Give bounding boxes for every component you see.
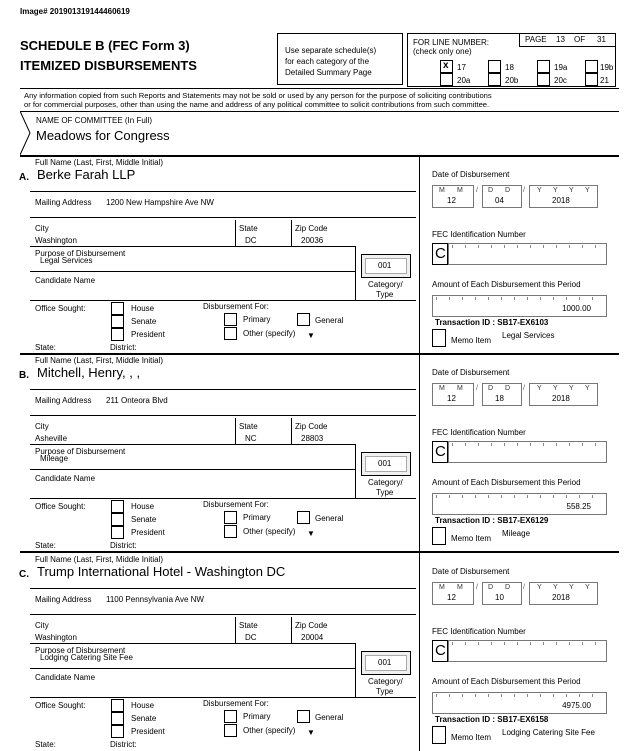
fec-prefix-box bbox=[432, 441, 448, 463]
category-value: 001 bbox=[378, 658, 392, 667]
mm-hint: M bbox=[439, 187, 445, 194]
fec-id-label: FEC Identification Number bbox=[432, 627, 526, 636]
yy-hint: Y bbox=[553, 584, 558, 591]
date-day[interactable] bbox=[482, 582, 522, 605]
fec-prefix: C bbox=[435, 245, 446, 262]
category-value: 001 bbox=[378, 459, 392, 468]
purpose-label: Purpose of Disbursement bbox=[35, 646, 126, 655]
zip-value[interactable]: 20036 bbox=[301, 236, 324, 245]
fec-prefix-box bbox=[432, 243, 448, 265]
city-value[interactable]: Washington bbox=[35, 236, 77, 245]
transaction-id: Transaction ID : SB17-EX6129 bbox=[435, 516, 549, 525]
committee-label: NAME OF COMMITTEE (In Full) bbox=[36, 116, 152, 125]
city-value[interactable]: Asheville bbox=[35, 434, 68, 443]
district-label: District: bbox=[110, 343, 137, 352]
fec-id-label: FEC Identification Number bbox=[432, 428, 526, 437]
mm-hint: M bbox=[457, 187, 463, 194]
amount-value: 1000.00 bbox=[562, 304, 591, 313]
date-slash: / bbox=[523, 187, 525, 194]
line-20b-label: 20b bbox=[505, 76, 519, 85]
general-checkbox[interactable] bbox=[297, 710, 310, 723]
state-label: State bbox=[239, 422, 258, 431]
date-year[interactable] bbox=[529, 185, 598, 208]
full-name-label: Full Name (Last, First, Middle Initial) bbox=[35, 158, 164, 167]
mailing-address-label: Mailing Address bbox=[35, 198, 92, 207]
category-type-label-1: Category/ bbox=[368, 677, 403, 686]
date-month[interactable] bbox=[432, 383, 474, 406]
senate-label: Senate bbox=[131, 317, 157, 326]
memo-checkbox[interactable] bbox=[432, 527, 446, 545]
date-day[interactable] bbox=[482, 383, 522, 406]
state-label: State bbox=[239, 621, 258, 630]
house-label: House bbox=[131, 304, 155, 313]
yy-hint: Y bbox=[585, 385, 590, 392]
president-checkbox[interactable] bbox=[111, 328, 124, 341]
other-label: Other (specify) bbox=[243, 726, 296, 735]
mailing-address-label: Mailing Address bbox=[35, 396, 92, 405]
memo-checkbox[interactable] bbox=[432, 726, 446, 744]
category-type-label-2: Type bbox=[376, 290, 394, 299]
general-label: General bbox=[315, 713, 344, 722]
fec-prefix: C bbox=[435, 443, 446, 460]
date-slash: / bbox=[476, 187, 478, 194]
date-label: Date of Disbursement bbox=[432, 368, 510, 377]
yy-hint: Y bbox=[553, 187, 558, 194]
office-sought-label: Office Sought: bbox=[35, 701, 86, 710]
mm-hint: M bbox=[457, 584, 463, 591]
house-checkbox[interactable] bbox=[111, 699, 124, 712]
date-month[interactable] bbox=[432, 185, 474, 208]
year-value: 2018 bbox=[552, 196, 570, 205]
dd-hint: D bbox=[505, 385, 511, 392]
month-value: 12 bbox=[447, 196, 456, 205]
full-name-label: Full Name (Last, First, Middle Initial) bbox=[35, 555, 164, 564]
yy-hint: Y bbox=[537, 385, 542, 392]
state-label: State bbox=[239, 224, 258, 233]
state-value[interactable]: NC bbox=[245, 434, 257, 443]
check-mark: x bbox=[443, 60, 449, 71]
dd-hint: D bbox=[505, 187, 511, 194]
state-sought-label: State: bbox=[35, 541, 56, 550]
category-box[interactable] bbox=[361, 254, 411, 278]
day-value: 18 bbox=[495, 394, 504, 403]
general-label: General bbox=[315, 514, 344, 523]
senate-label: Senate bbox=[131, 714, 157, 723]
dd-hint: D bbox=[505, 584, 511, 591]
amount-label: Amount of Each Disbursement this Period bbox=[432, 478, 581, 487]
state-sought-label: State: bbox=[35, 740, 56, 749]
category-box[interactable] bbox=[361, 651, 411, 675]
disbursement-for-label: Disbursement For: bbox=[203, 500, 269, 509]
month-value: 12 bbox=[447, 593, 456, 602]
candidate-name-label: Candidate Name bbox=[35, 673, 96, 682]
amount-value: 558.25 bbox=[566, 502, 591, 511]
line-18-checkbox[interactable] bbox=[488, 60, 501, 73]
instructions-line1: Use separate schedule(s) bbox=[285, 46, 377, 55]
dropdown-arrow-icon[interactable]: ▼ bbox=[307, 728, 315, 737]
date-slash: / bbox=[523, 584, 525, 591]
month-value: 12 bbox=[447, 394, 456, 403]
primary-checkbox[interactable] bbox=[224, 511, 237, 524]
line-20b-checkbox[interactable] bbox=[488, 73, 501, 86]
other-checkbox[interactable] bbox=[224, 525, 237, 538]
zip-label: Zip Code bbox=[295, 422, 328, 431]
instructions-line3: Detailed Summary Page bbox=[285, 68, 372, 77]
line-21-label: 21 bbox=[600, 76, 609, 85]
memo-checkbox[interactable] bbox=[432, 329, 446, 347]
notice-line2: or for commercial purposes, other than using the name and address of any political committee to solicit contributions from such committee. bbox=[24, 100, 490, 109]
payee-name[interactable]: Berke Farah LLP bbox=[37, 167, 136, 182]
dropdown-arrow-icon[interactable]: ▼ bbox=[307, 331, 315, 340]
transaction-id: Transaction ID : SB17-EX6103 bbox=[435, 318, 549, 327]
memo-text: Lodging Catering Site Fee bbox=[502, 728, 595, 737]
image-id: Image# 201901319144460619 bbox=[20, 7, 130, 16]
memo-text: Legal Services bbox=[502, 331, 555, 340]
form-title: SCHEDULE B (FEC Form 3) bbox=[20, 38, 190, 53]
category-value: 001 bbox=[378, 261, 392, 270]
purpose-label: Purpose of Disbursement bbox=[35, 249, 126, 258]
amount-input[interactable] bbox=[432, 692, 607, 714]
zip-label: Zip Code bbox=[295, 621, 328, 630]
general-label: General bbox=[315, 316, 344, 325]
general-checkbox[interactable] bbox=[297, 511, 310, 524]
amount-label: Amount of Each Disbursement this Period bbox=[432, 677, 581, 686]
memo-item-label: Memo Item bbox=[451, 534, 492, 543]
amount-input[interactable] bbox=[432, 295, 607, 317]
state-value[interactable]: DC bbox=[245, 236, 257, 245]
president-label: President bbox=[131, 528, 165, 537]
category-type-label-2: Type bbox=[376, 687, 394, 696]
zip-label: Zip Code bbox=[295, 224, 328, 233]
disbursement-for-label: Disbursement For: bbox=[203, 699, 269, 708]
dd-hint: D bbox=[488, 584, 494, 591]
entry-letter: A. bbox=[19, 172, 29, 183]
disbursement-for-label: Disbursement For: bbox=[203, 302, 269, 311]
city-label: City bbox=[35, 224, 49, 233]
date-year[interactable] bbox=[529, 383, 598, 406]
primary-label: Primary bbox=[243, 513, 271, 522]
mailing-address[interactable]: 1100 Pennsylvania Ave NW bbox=[106, 595, 204, 604]
other-label: Other (specify) bbox=[243, 527, 296, 536]
of-label: OF bbox=[574, 35, 586, 44]
president-checkbox[interactable] bbox=[111, 725, 124, 738]
mailing-address[interactable]: 211 Onteora Blvd bbox=[106, 396, 168, 405]
primary-checkbox[interactable] bbox=[224, 710, 237, 723]
year-value: 2018 bbox=[552, 593, 570, 602]
line-18-label: 18 bbox=[505, 63, 514, 72]
candidate-name-label: Candidate Name bbox=[35, 474, 96, 483]
entry-letter: B. bbox=[19, 370, 29, 381]
senate-checkbox[interactable] bbox=[111, 315, 124, 328]
year-value: 2018 bbox=[552, 394, 570, 403]
amount-value: 4975.00 bbox=[562, 701, 591, 710]
yy-hint: Y bbox=[569, 187, 574, 194]
dd-hint: D bbox=[488, 187, 494, 194]
dd-hint: D bbox=[488, 385, 494, 392]
yy-hint: Y bbox=[537, 187, 542, 194]
city-label: City bbox=[35, 621, 49, 630]
payee-name[interactable]: Trump International Hotel - Washington DC bbox=[37, 564, 286, 579]
form-subtitle: ITEMIZED DISBURSEMENTS bbox=[20, 58, 197, 73]
general-checkbox[interactable] bbox=[297, 313, 310, 326]
primary-label: Primary bbox=[243, 315, 271, 324]
office-sought-label: Office Sought: bbox=[35, 304, 86, 313]
committee-name: Meadows for Congress bbox=[36, 128, 170, 143]
transaction-id: Transaction ID : SB17-EX6158 bbox=[435, 715, 549, 724]
house-label: House bbox=[131, 502, 155, 511]
line-17-label: 17 bbox=[457, 63, 466, 72]
district-label: District: bbox=[110, 541, 137, 550]
day-value: 10 bbox=[495, 593, 504, 602]
purpose-value[interactable]: Mileage bbox=[40, 454, 69, 463]
president-label: President bbox=[131, 727, 165, 736]
amount-label: Amount of Each Disbursement this Period bbox=[432, 280, 581, 289]
district-label: District: bbox=[110, 740, 137, 749]
page-label: PAGE bbox=[525, 35, 547, 44]
notice-line1: Any information copied from such Reports and Statements may not be sold or used by any person for the purpose of soliciting contributions bbox=[24, 91, 492, 100]
house-label: House bbox=[131, 701, 155, 710]
dropdown-arrow-icon[interactable]: ▼ bbox=[307, 529, 315, 538]
full-name-label: Full Name (Last, First, Middle Initial) bbox=[35, 356, 164, 365]
primary-label: Primary bbox=[243, 712, 271, 721]
category-type-label-1: Category/ bbox=[368, 478, 403, 487]
purpose-value[interactable]: Legal Services bbox=[40, 256, 93, 265]
entry-letter: C. bbox=[19, 569, 29, 580]
memo-item-label: Memo Item bbox=[451, 336, 492, 345]
line-19a-label: 19a bbox=[554, 63, 568, 72]
house-checkbox[interactable] bbox=[111, 302, 124, 315]
line-20a-label: 20a bbox=[457, 76, 471, 85]
line-20a-checkbox[interactable] bbox=[440, 73, 453, 86]
yy-hint: Y bbox=[569, 584, 574, 591]
date-label: Date of Disbursement bbox=[432, 170, 510, 179]
mm-hint: M bbox=[457, 385, 463, 392]
date-slash: / bbox=[476, 385, 478, 392]
purpose-label: Purpose of Disbursement bbox=[35, 447, 126, 456]
category-box[interactable] bbox=[361, 452, 411, 476]
line-17-checkbox[interactable] bbox=[440, 60, 453, 73]
primary-checkbox[interactable] bbox=[224, 313, 237, 326]
committee-arrow-icon bbox=[20, 111, 32, 156]
memo-text: Mileage bbox=[502, 529, 531, 538]
candidate-name-label: Candidate Name bbox=[35, 276, 96, 285]
line-20c-label: 20c bbox=[554, 76, 567, 85]
date-year[interactable] bbox=[529, 582, 598, 605]
line-21-checkbox[interactable] bbox=[585, 73, 598, 86]
date-slash: / bbox=[476, 584, 478, 591]
senate-checkbox[interactable] bbox=[111, 712, 124, 725]
instructions-line2: for each category of the bbox=[285, 57, 370, 66]
house-checkbox[interactable] bbox=[111, 500, 124, 513]
purpose-value[interactable]: Lodging Catering Site Fee bbox=[40, 653, 133, 662]
page-number: 13 bbox=[556, 35, 565, 44]
date-slash: / bbox=[523, 385, 525, 392]
senate-label: Senate bbox=[131, 515, 157, 524]
yy-hint: Y bbox=[553, 385, 558, 392]
fec-id-label: FEC Identification Number bbox=[432, 230, 526, 239]
payee-name[interactable]: Mitchell, Henry, , , bbox=[37, 365, 141, 380]
office-sought-label: Office Sought: bbox=[35, 502, 86, 511]
check-only-one: (check only one) bbox=[413, 47, 472, 56]
zip-value[interactable]: 20004 bbox=[301, 633, 324, 642]
mm-hint: M bbox=[439, 385, 445, 392]
date-label: Date of Disbursement bbox=[432, 567, 510, 576]
state-value[interactable]: DC bbox=[245, 633, 257, 642]
fec-id-input[interactable] bbox=[448, 640, 607, 662]
category-type-label-1: Category/ bbox=[368, 280, 403, 289]
yy-hint: Y bbox=[585, 584, 590, 591]
mailing-address-label: Mailing Address bbox=[35, 595, 92, 604]
city-value[interactable]: Washington bbox=[35, 633, 77, 642]
fec-prefix: C bbox=[435, 642, 446, 659]
fec-prefix-box bbox=[432, 640, 448, 662]
zip-value[interactable]: 28803 bbox=[301, 434, 324, 443]
line-20c-checkbox[interactable] bbox=[537, 73, 550, 86]
date-month[interactable] bbox=[432, 582, 474, 605]
other-checkbox[interactable] bbox=[224, 724, 237, 737]
memo-item-label: Memo Item bbox=[451, 733, 492, 742]
yy-hint: Y bbox=[569, 385, 574, 392]
day-value: 04 bbox=[495, 196, 504, 205]
president-label: President bbox=[131, 330, 165, 339]
category-type-label-2: Type bbox=[376, 488, 394, 497]
other-label: Other (specify) bbox=[243, 329, 296, 338]
senate-checkbox[interactable] bbox=[111, 513, 124, 526]
line-19b-checkbox[interactable] bbox=[585, 60, 598, 73]
line-19b-label: 19b bbox=[600, 63, 614, 72]
yy-hint: Y bbox=[585, 187, 590, 194]
mm-hint: M bbox=[439, 584, 445, 591]
other-checkbox[interactable] bbox=[224, 327, 237, 340]
yy-hint: Y bbox=[537, 584, 542, 591]
for-line-label: FOR LINE NUMBER: bbox=[413, 38, 490, 47]
date-day[interactable] bbox=[482, 185, 522, 208]
fec-id-input[interactable] bbox=[448, 243, 607, 265]
state-sought-label: State: bbox=[35, 343, 56, 352]
city-label: City bbox=[35, 422, 49, 431]
amount-input[interactable] bbox=[432, 493, 607, 515]
line-19a-checkbox[interactable] bbox=[537, 60, 550, 73]
president-checkbox[interactable] bbox=[111, 526, 124, 539]
fec-id-input[interactable] bbox=[448, 441, 607, 463]
page-total: 31 bbox=[597, 35, 606, 44]
mailing-address[interactable]: 1200 New Hampshire Ave NW bbox=[106, 198, 214, 207]
